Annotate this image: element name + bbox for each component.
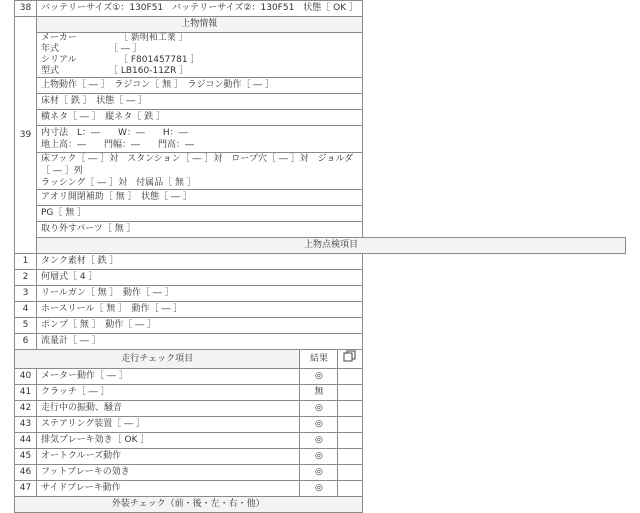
check-item: 排気ブレーキ効き［ OK ］	[37, 433, 300, 449]
check-result: 無	[300, 385, 338, 401]
inspection-item: 流量計［ ― ］	[37, 334, 363, 350]
row-number: 4	[15, 302, 37, 318]
driving-items	[15, 369, 626, 497]
check-item: サイドブレーキ動作	[37, 481, 300, 497]
copy-icon-glyph	[343, 350, 357, 362]
maker-serial-row	[15, 33, 626, 78]
row-number: 6	[15, 334, 37, 350]
driving-check-row	[15, 417, 626, 433]
row-number: 44	[15, 433, 37, 449]
inner-dimensions: 内寸法 L：― W：― H：―	[41, 128, 188, 138]
check-result: ◎	[300, 401, 338, 417]
check-item: メーター動作［ ― ］	[37, 369, 300, 385]
row-number: 1	[15, 254, 37, 270]
driving-check-row	[15, 401, 626, 417]
empty-cell	[338, 401, 362, 417]
check-result: ◎	[300, 417, 338, 433]
row-number: 5	[15, 318, 37, 334]
dimensions-row	[15, 126, 626, 153]
hooks-row	[15, 153, 626, 190]
removable-parts-info: 取り外すパーツ［ 無 ］	[37, 222, 363, 238]
check-item: オートクルーズ動作	[37, 449, 300, 465]
inspection-row	[15, 286, 626, 302]
battery-info: バッテリーサイズ①：130F51 バッテリーサイズ②：130F51 状態［ OK ］	[37, 1, 363, 17]
driving-header-row	[15, 350, 626, 369]
dimensions-cell	[37, 126, 363, 153]
upper-section-header-row	[15, 17, 626, 33]
section-header-upper: 上物情報	[37, 17, 363, 33]
operation-info: 上物動作［ ― ］ ラジコン［ 無 ］ ラジコン動作［ ― ］	[37, 78, 363, 94]
check-result: ◎	[300, 433, 338, 449]
inspection-item: タンク素材［ 鉄 ］	[37, 254, 363, 270]
empty-cell	[338, 385, 362, 401]
row-number: 3	[15, 286, 37, 302]
empty-cell	[338, 369, 362, 385]
inspection-header-row	[15, 238, 626, 254]
check-item: フットブレーキの効き	[37, 465, 300, 481]
hook-info: 床フック［ ― ］対 スタンション［ ― ］対 ロープ穴［ ― ］対 ジョルダ［ ― ］列	[41, 154, 354, 176]
row-number: 41	[15, 385, 37, 401]
floor-info: 床材［ 鉄 ］ 状態［ ― ］	[37, 94, 363, 110]
inspection-item: 何層式［ 4 ］	[37, 270, 363, 286]
maker-serial-cell	[37, 33, 363, 78]
check-item: 走行中の振動、騒音	[37, 401, 300, 417]
empty-cell	[338, 449, 362, 465]
row-number: 45	[15, 449, 37, 465]
inspection-items	[15, 254, 626, 350]
empty-cell	[338, 417, 362, 433]
copy-icon[interactable]	[338, 350, 362, 369]
check-result: ◎	[300, 449, 338, 465]
check-item: ステアリング装置［ ― ］	[37, 417, 300, 433]
inspection-row	[15, 302, 626, 318]
driving-check-row	[15, 449, 626, 465]
height-info: 地上高：― 門幅：― 門高：―	[41, 140, 195, 150]
beam-info: 横ネタ［ ― ］ 縦ネタ［ 鉄 ］	[37, 110, 363, 126]
inspection-row	[15, 318, 626, 334]
inspection-item: ポンプ［ 無 ］ 動作［ ― ］	[37, 318, 363, 334]
section-header-inspection: 上物点検項目	[37, 238, 626, 254]
serial-value: ［ F801457781 ］	[119, 55, 200, 65]
row-number: 40	[15, 369, 37, 385]
aori-info: アオリ開閉補助［ 無 ］ 状態［ ― ］	[37, 190, 363, 206]
inspection-row	[15, 334, 626, 350]
inspection-table	[14, 0, 626, 513]
row-number: 47	[15, 481, 37, 497]
empty-cell	[338, 433, 362, 449]
serial-label: シリアル	[41, 55, 77, 65]
row-number: 39	[15, 17, 37, 254]
check-result: ◎	[300, 369, 338, 385]
year-value: ［ ― ］	[109, 44, 142, 54]
model-value: ［ LB160-11ZR ］	[109, 66, 189, 76]
hooks-cell	[37, 153, 363, 190]
check-result: ◎	[300, 481, 338, 497]
check-result: ◎	[300, 465, 338, 481]
check-item: クラッチ［ ― ］	[37, 385, 300, 401]
row-number: 2	[15, 270, 37, 286]
empty-cell	[338, 465, 362, 481]
row-number: 46	[15, 465, 37, 481]
row-number: 38	[15, 1, 37, 17]
driving-check-row	[15, 465, 626, 481]
pg-info: PG［ 無 ］	[37, 206, 363, 222]
result-header: 結果	[300, 350, 338, 369]
maker-value: ［ 新明和工業 ］	[119, 33, 188, 43]
battery-row	[15, 1, 626, 17]
lashing-info: ラッシング［ ― ］対 付属品［ 無 ］	[41, 178, 196, 188]
section-header-driving: 走行チェック項目	[15, 350, 300, 369]
exterior-header-row	[15, 497, 626, 513]
row-number: 42	[15, 401, 37, 417]
inspection-row	[15, 270, 626, 286]
model-label: 型式	[41, 66, 60, 76]
maker-label: メーカー	[41, 33, 77, 43]
section-header-exterior: 外装チェック（前・後・左・右・他）	[15, 497, 363, 513]
driving-check-row	[15, 369, 626, 385]
row-number: 43	[15, 417, 37, 433]
year-label: 年式	[41, 44, 60, 54]
inspection-row	[15, 254, 626, 270]
driving-check-row	[15, 433, 626, 449]
empty-cell	[338, 481, 362, 497]
driving-check-row	[15, 385, 626, 401]
inspection-item: リールガン［ 無 ］ 動作［ ― ］	[37, 286, 363, 302]
driving-check-row	[15, 481, 626, 497]
inspection-item: ホースリール［ 無 ］ 動作［ ― ］	[37, 302, 363, 318]
